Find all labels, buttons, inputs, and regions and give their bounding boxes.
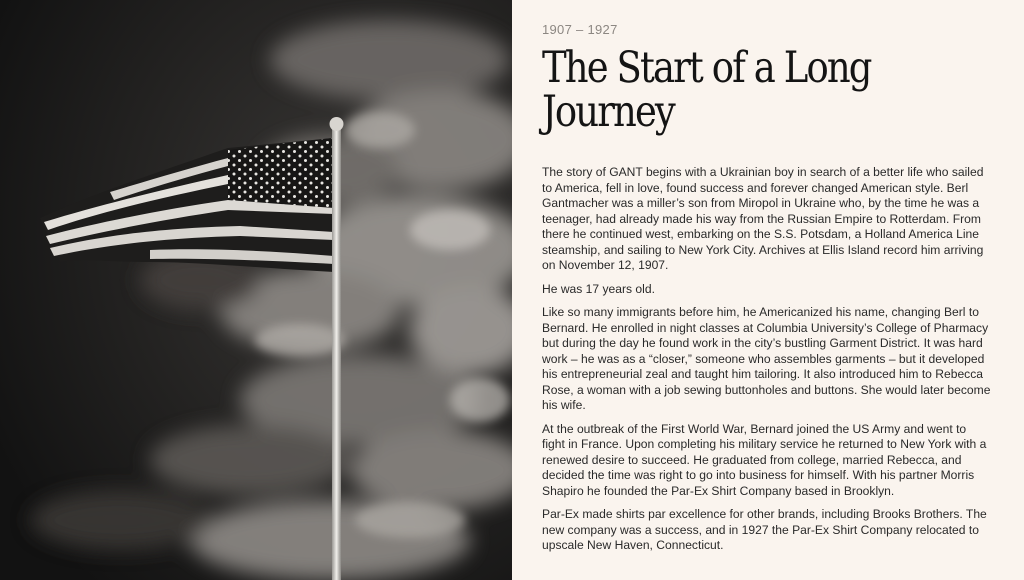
paragraph-1: The story of GANT begins with a Ukrainian boy in search of a better life who sailed to America, fell in love, found success and forever changed American style. Berl Gantmacher was a miller’s son from Miropol in Ukraine who, by the time he was a teenager, had already made his way from the Russian Empire to Rotterdam. From there he continued west, embarking on the S.S. Potsdam, a Holland America Line steamship, and sailing to New York City. Archives at Ellis Island record him arriving on November 12, 1907.	[542, 165, 984, 272]
year-range: 1907 – 1927	[542, 22, 618, 37]
title-line-1: The Start of a Long	[542, 43, 871, 93]
paragraph-2: He was 17 years old.	[542, 281, 655, 296]
paragraph-5: Par-Ex made shirts par excellence for other brands, including Brooks Brothers. The new company was a success, and in 1927 the Par-Ex Shirt Company relocated to upscale New Haven, Connecticut.	[542, 507, 987, 552]
page-title	[542, 43, 989, 137]
paragraph-3: Like so many immigrants before him, he Americanized his name, changing Berl to Bernard. He enrolled in night classes at Columbia University’s College of Pharmacy but during the day he found work in the city’s bustling Garment District. It was hard work – he was as a “closer,” someone who assembles garments – but it developed his entrepreneurial zeal and taught him tailoring. It also introduced him to Rebecca Rose, a woman with a job sewing buttonholes and buttons. She would later become his wife.	[542, 305, 991, 412]
title-line-2: Journey	[542, 87, 674, 137]
paragraph-4: At the outbreak of the First World War, Bernard joined the US Army and went to fight in France. Upon completing his military service he returned to New York with a renewed desire to succeed. He graduated from college, married Rebecca, and decided the time was right to go into business for himself. With his partner Morris Shapiro he founded the Par-Ex Shirt Company based in Brooklyn.	[542, 421, 987, 498]
story-panel	[512, 0, 1024, 580]
flagpole	[332, 128, 341, 580]
story-body	[542, 165, 992, 554]
